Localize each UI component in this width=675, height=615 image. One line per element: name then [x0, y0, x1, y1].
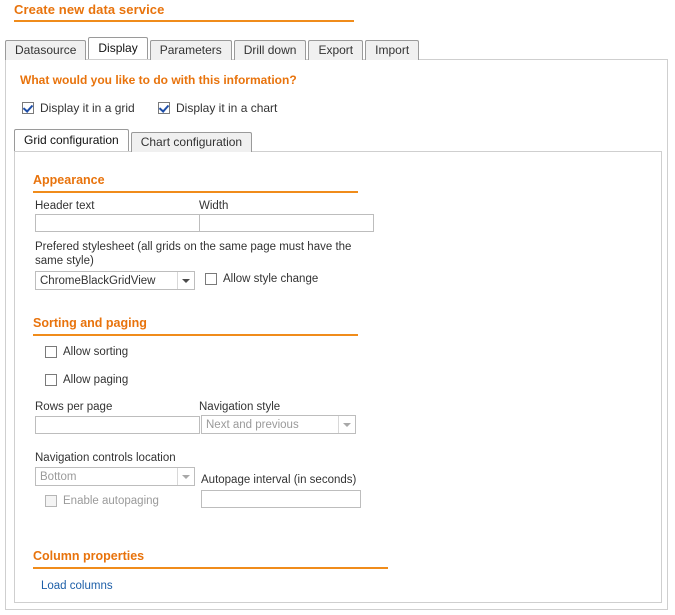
rows-per-page-label: Rows per page: [35, 401, 113, 413]
tab-drill-down[interactable]: Drill down: [234, 40, 307, 60]
chevron-down-icon[interactable]: [177, 272, 194, 289]
display-panel: [5, 59, 668, 610]
main-tabstrip: [5, 40, 421, 59]
tab-parameters[interactable]: Parameters: [150, 40, 232, 60]
allow-style-change-option[interactable]: [205, 273, 318, 285]
autopage-interval-input[interactable]: [201, 490, 361, 508]
navigation-location-select[interactable]: [35, 467, 195, 486]
page-title: Create new data service: [14, 2, 165, 17]
enable-autopaging-option[interactable]: [45, 495, 159, 507]
navigation-style-label: Navigation style: [199, 401, 281, 413]
display-in-grid-label: Display it in a grid: [40, 101, 135, 115]
header-text-input[interactable]: [35, 214, 200, 232]
display-in-chart-label: Display it in a chart: [176, 101, 278, 115]
sorting-paging-section-divider: [33, 334, 358, 336]
autopage-interval-label: Autopage interval (in seconds): [201, 474, 357, 486]
tab-grid-configuration[interactable]: Grid configuration: [14, 129, 129, 151]
allow-paging-checkbox[interactable]: [45, 374, 57, 386]
tab-display[interactable]: Display: [88, 37, 147, 59]
navigation-style-select[interactable]: [201, 415, 356, 434]
column-properties-section-divider: [33, 567, 388, 569]
allow-sorting-label: Allow sorting: [63, 346, 129, 358]
stylesheet-label: Prefered stylesheet (all grids on the same page must have the same style): [35, 241, 352, 267]
width-input[interactable]: [199, 214, 374, 232]
display-question: What would you like to do with this information?: [20, 73, 297, 87]
allow-style-change-label: Allow style change: [223, 273, 319, 285]
load-columns-link[interactable]: Load columns: [41, 580, 113, 592]
navigation-location-value: Bottom: [40, 470, 77, 483]
sorting-paging-section-title: Sorting and paging: [33, 316, 147, 330]
rows-per-page-input[interactable]: [35, 416, 200, 434]
allow-paging-option[interactable]: [45, 374, 128, 386]
navigation-style-value: Next and previous: [206, 418, 299, 431]
allow-paging-label: Allow paging: [63, 374, 129, 386]
enable-autopaging-label: Enable autopaging: [63, 495, 159, 507]
display-in-grid-option[interactable]: [22, 101, 135, 115]
display-in-chart-checkbox[interactable]: [158, 102, 170, 114]
allow-style-change-checkbox[interactable]: [205, 273, 217, 285]
display-in-chart-option[interactable]: [158, 101, 277, 115]
tab-export[interactable]: Export: [308, 40, 363, 60]
allow-sorting-checkbox[interactable]: [45, 346, 57, 358]
allow-sorting-option[interactable]: [45, 346, 128, 358]
navigation-location-label: Navigation controls location: [35, 452, 176, 464]
column-properties-section-title: Column properties: [33, 549, 145, 563]
stylesheet-select-value: ChromeBlackGridView: [40, 274, 156, 287]
chevron-down-icon[interactable]: [177, 468, 194, 485]
tab-datasource[interactable]: Datasource: [5, 40, 86, 60]
display-in-grid-checkbox[interactable]: [22, 102, 34, 114]
grid-configuration-panel: [14, 151, 662, 603]
chevron-down-icon[interactable]: [338, 416, 355, 433]
appearance-section-divider: [33, 191, 358, 193]
tab-import[interactable]: Import: [365, 40, 419, 60]
tab-chart-configuration[interactable]: Chart configuration: [131, 132, 252, 152]
header-text-label: Header text: [35, 200, 95, 212]
configuration-tabstrip: [14, 132, 254, 151]
enable-autopaging-checkbox[interactable]: [45, 495, 57, 507]
width-label: Width: [199, 200, 229, 212]
title-divider: [14, 20, 354, 22]
appearance-section-title: Appearance: [33, 173, 105, 187]
stylesheet-select[interactable]: [35, 271, 195, 290]
